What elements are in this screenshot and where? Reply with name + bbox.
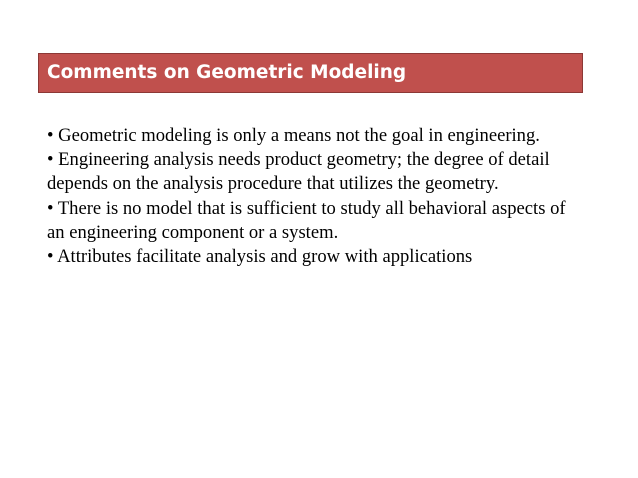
bullet-item: • Attributes facilitate analysis and grow with applications — [47, 246, 473, 268]
bullet-item: • There is no model that is sufficient to study all behavioral aspects of an engineering component or a system. — [47, 197, 566, 243]
bullet-item: • Engineering analysis needs product geometry; the degree of detail depends on the analysis procedure that utilizes the geometry. — [47, 149, 550, 195]
bullet-list — [47, 124, 567, 269]
slide-title: Comments on Geometric Modeling — [47, 62, 407, 83]
title-banner — [38, 53, 583, 93]
bullet-item: • Geometric modeling is only a means not the goal in engineering. — [47, 125, 540, 146]
